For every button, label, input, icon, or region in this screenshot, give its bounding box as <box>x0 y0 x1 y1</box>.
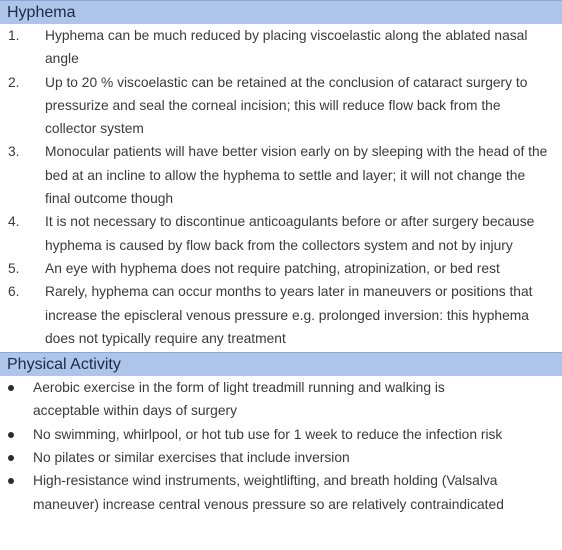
list-item <box>0 446 562 469</box>
item-text: Monocular patients will have better vision early on by sleeping with the head of the bed at an incline to allow the hyphema to settle and layer; it will not change the final outcome though <box>45 144 548 207</box>
item-text: An eye with hyphema does not require patching, atropinization, or bed rest <box>45 260 500 276</box>
list-item <box>0 280 562 350</box>
item-text: No pilates or similar exercises that include inversion <box>33 450 350 466</box>
section-heading-hyphema: Hyphema <box>0 0 562 24</box>
bullet-icon <box>8 385 14 391</box>
list-item <box>0 423 562 446</box>
bullet-icon <box>8 432 14 438</box>
physical-activity-list <box>0 376 562 516</box>
item-number: 1. <box>8 28 20 43</box>
item-text: No swimming, whirlpool, or hot tub use for 1 week to reduce the infection risk <box>33 426 503 442</box>
section-heading-physical-activity: Physical Activity <box>0 352 562 376</box>
item-number: 5. <box>8 260 20 276</box>
item-text: Aerobic exercise in the form of light treadmill running and walking is acceptable within days of surgery <box>33 380 445 419</box>
item-text: Hyphema can be much reduced by placing viscoelastic along the ablated nasal angle <box>45 28 528 67</box>
item-text: It is not necessary to discontinue anticoagulants before or after surgery because hyphema is caused by flow back from the collectors system and not by injury <box>45 214 535 253</box>
list-item <box>0 469 562 516</box>
list-item <box>0 71 562 141</box>
item-number: 4. <box>8 214 20 230</box>
item-text: Rarely, hyphema can occur months to years later in maneuvers or positions that increase the episcleral venous pressure e.g. prolonged inversion: this hyphema does not typically require any treatment <box>45 284 533 346</box>
hyphema-list <box>0 24 562 350</box>
item-text: Up to 20 % viscoelastic can be retained at the conclusion of cataract surgery to pressurize and seal the corneal incision; this will reduce flow back from the collector system <box>45 74 528 137</box>
list-item <box>0 376 562 423</box>
list-item <box>0 257 562 280</box>
list-item <box>0 24 562 71</box>
list-item <box>0 210 562 257</box>
item-text: High-resistance wind instruments, weightlifting, and breath holding (Valsalva maneuver) increase central venous pressure so are relatively contraindicated <box>33 473 504 512</box>
list-item <box>0 140 562 210</box>
bullet-icon <box>8 478 14 484</box>
bullet-icon <box>8 455 14 461</box>
item-number: 2. <box>8 74 20 90</box>
item-number: 3. <box>8 144 20 160</box>
item-number: 6. <box>8 284 20 300</box>
